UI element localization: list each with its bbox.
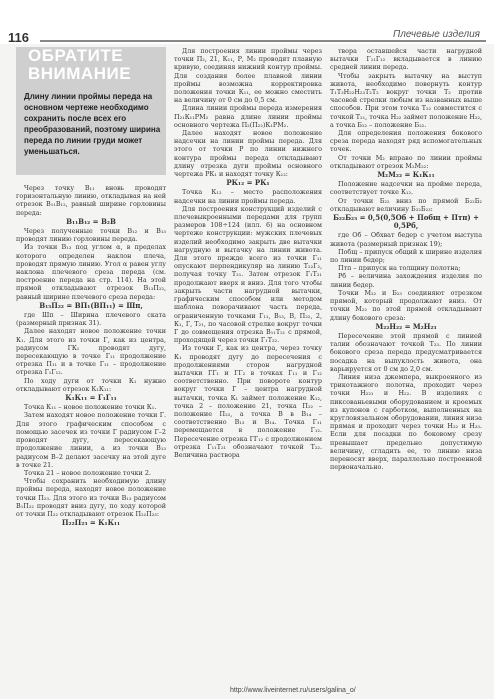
paragraph: Для построения линии проймы через точки П₂, 21, К₁₁, Р, М₂ проводят плавную кривую, соединяя нижний контур проймы. Для создания более плавной линии проймы возможна корректировка положения точки К₁₁, ее можно сместить на величину от 0 см до 0,5 см. [174, 47, 322, 105]
note-title: ОБРАТИТЕ ВНИМАНИЕ [28, 46, 132, 83]
paragraph: Рб – величина захождения изделия по линии бедер. [330, 272, 482, 289]
header-rule [40, 40, 486, 42]
paragraph: Точки М₂₂ и Б₂₃ соединяют отрезком прямой, который продолжают вниз. От точки М₂₂ по этой прямой откладывают длину бокового среза: [330, 288, 482, 322]
paragraph: Для построения конструкций изделий с плечевыкроенными передами для групп размеров 108÷124 (илл. 6) на основном чертеже конструкции: мужских плечевых изделий необходимо закрыть две вытачки нагрудную и вытачку на линии живота. Для этого прежде всего из точки Г₁₁ опускают перпендикуляр на линию Т₂₂Г₂, получая точку Т₂₁. Затем отрезок Г₁Т₂₁ продолжают вверх и вниз. Для того чтобы закрыть части нагрудной вытачки, графическим способом или методом шаблона поворачивают часть переда, ограниченную точками Г₁₁, В₁₃, В, П₂₂, 2, К₁, Г, Т₂₁, по часовой стрелке вокруг точки Г до совмещения отрезка В₁₁Т₂₁ с прямой, проходящей через точки Г₁Т₂₂. [174, 204, 322, 345]
paragraph: твора оставшейся части нагрудной вытачки Г₁₁Г₁₂ вкладывается в линию средней линии переда. [330, 47, 482, 72]
text-column-right [330, 47, 482, 471]
paragraph: Из точки Г, как из центра, через точку К₁ проводят дугу до пересечения с продолжениями сторон нагрудной вытачки ГГ₁ и ГГ₂ в точках Г₁₁ и Г₁₂ соответственно. При повороте контур вокруг точки Г – центра нагрудной вытачки, точка К₁ займет положение К₁₂, точка 2 – положение 21, точка П₂₂ – положение П₂₃, а точка В в В₁₄ – соответственно В₁₃ и В₁₄. Точка Г₁₁ перемещается в положение Г₁₂. Пересечение отрезка ГГ₁₂ с продолжением отрезка Г₁₁Т₂₁ обозначают точкой Т₂₂. Величина раствора [174, 344, 322, 459]
formula: М₂₂Н₂₂ = М₂Н₂₃ [375, 321, 437, 331]
paragraph: Через полученные точки В₁₂ и В₁₃ проводят линию горловины переда. [16, 227, 166, 244]
paragraph: Чтобы закрыть вытачку на выступ живота, необходимо повернуть контур Т₁Т₂Н₂₂Н₂₃Т₂Т₂ вокруг точки Т₂ против часовой стрелки любым из названных выше способов. При этом точка Т₂₂ совместится с точкой Т₂₁, точка Н₂₂ займет положение Н₂₂, а точка Б₂₂ – положение Б₂₂. [330, 71, 482, 129]
text-column-middle [174, 47, 322, 459]
paragraph: Точка К₁₁ – новое положение точки К₁. [24, 403, 157, 412]
formula: Б₂₂Б₂₃ = 0,5(0,5Об + Побщ + Птп) + 0,5Рб, [332, 213, 480, 231]
paragraph: Далее находят новое положение точки К₁. Для этого из точки Г, как из центра, радиусом ГК₁ проводят дугу, пересекающую в точке Г₁₁ продолжение отрезка П₁₁ и в точке Г₁₁ – продолжение отрезка Г₁Г₁₂. [16, 327, 166, 377]
paragraph: От точки Б₂₂ вниз по прямой Б₂₂Б₂ откладывают величину Б₂₂Б₂₃: [330, 196, 482, 213]
paragraph: где Шп – Ширина плечевого ската (размерный признак 31). [16, 311, 166, 328]
text-column-left [16, 184, 166, 528]
paragraph: От точки М₂ вправо по линии проймы откладывают отрезок М₂М₂₂: [330, 153, 482, 170]
paragraph: Чтобы сохранить необходимую длину проймы переда, находят новое положение точки П₂₃. Для этого из точки В₁₃ радиусом В₁П₂₂ проводят вниз дугу, по ходу которой от точки П₂₂ откладывают отрезок П₂₂П₂₃: [16, 477, 166, 518]
formula: П₂₂П₂₃ = К₁К₁₁ [61, 518, 121, 528]
paragraph: По ходу дуги от точки К₁ нужно откладывают отрезок К₁К₁₁: [16, 376, 166, 393]
paragraph: Линия низа джемпера, выкроенного из трикотажного полотна, проходит через точки Н₂₂₁ и Н₂₂. В изделиях с пиксованьевыми оборудованием и кроемых из купонов с гарботком, выполненных на кругловязальном оборудовании, линия низа прямая и проходит через точки Н₂₂ и Н₂₃. Если для посадки по боковому срезу превышает предельно допустимую величину, сгладить ее, то линию низа переносят вверх, параллельно построенной первоначально. [330, 372, 482, 472]
paragraph: Точка К₁₂ – место расположения надсечки на линии проймы переда. [174, 188, 322, 205]
formula: М₂М₂₂ = К₁К₁₁ [377, 170, 435, 180]
attention-note-box [16, 47, 166, 175]
paragraph: Птп – припуск на толщину полотна; [338, 264, 461, 273]
paragraph: Из точки В₁₃ под углом α, в пределах которого определен наклон плеча, проводят прямую линию. Угол α равен углу наклона плечевого среза переда (см. построение переда на стр. 114). На этой прямой откладывают отрезок В₁₃П₂₂, равный ширине плечевого среза переда: [16, 243, 166, 301]
paragraph: где Об – Обхват бедер с учетом выступа живота (размерный признак 19); [330, 231, 482, 248]
paragraph: Для определения положения бокового среза переда находят ряд вспомогательных точек. [330, 129, 482, 154]
paragraph: Пересечение этой прямой с линией талии обозначают точкой Т₂₃. По линии бокового среза переда предусматривается посадка на выпуклость живота, она варьируется от 0 см до 2,0 см. [330, 331, 482, 373]
formula: К₁К₁₁ = Г₁Г₁₁ [65, 393, 117, 403]
paragraph: Точка 21 – новое положение точки 2. [24, 468, 151, 477]
formula: В₁₃П₂₂ = ВП₁(ВП₁₁) = Шп, [39, 300, 143, 310]
page-number: 116 [8, 30, 29, 45]
note-body: Длину линии проймы переда на основном чертеже необходимо сохранить после всех его преобразований, поэтому ширина переда по линии груди может уменьшаться. [24, 92, 161, 156]
paragraph: Побщ – припуск общий к ширине изделия по линии бедер; [330, 247, 482, 265]
paragraph: Положение надсечки на пройме переда, соответствует точке К₁₂. [330, 180, 482, 197]
source-url[interactable]: http://www.liveinternet.ru/users/galina_o/ [230, 687, 356, 694]
formula: В₁₁В₁₂ = В₂В [66, 216, 116, 226]
formula: РК₁₂ = РК₁ [226, 178, 270, 188]
section-title: Плечевые изделия [393, 29, 480, 40]
paragraph: Через точку В₁₁ вновь проводят горизонтальную линию, откладывая на ней отрезок В₁₁В₁₂, равный ширине горловины переда: [16, 184, 166, 217]
page-header [0, 0, 494, 44]
paragraph: Затем находят новое положение точки Г. Для этого графическим способом с помощью засечек из точки Г радиусом Г–2 проводят дугу, пересекающую продолжение линии, а из точки В₁₃ радиусом В–2 делают засечку на этой дуге в точке 21. [16, 411, 166, 469]
paragraph: Далее находят новое положение надсечки на линии проймы переда. Для этого от точки Р по линии нижнего контура проймы переда откладывают длину отрезка дуги проймы основного чертежа РК₁ и находят точку К₁₂: [174, 129, 322, 179]
paragraph: Длина линии проймы переда измерения П₂₁К₁₁РМ₂ равна длине линии проймы основного чертежа П₂(П₂₂)К₁РМ₂. [174, 104, 322, 129]
